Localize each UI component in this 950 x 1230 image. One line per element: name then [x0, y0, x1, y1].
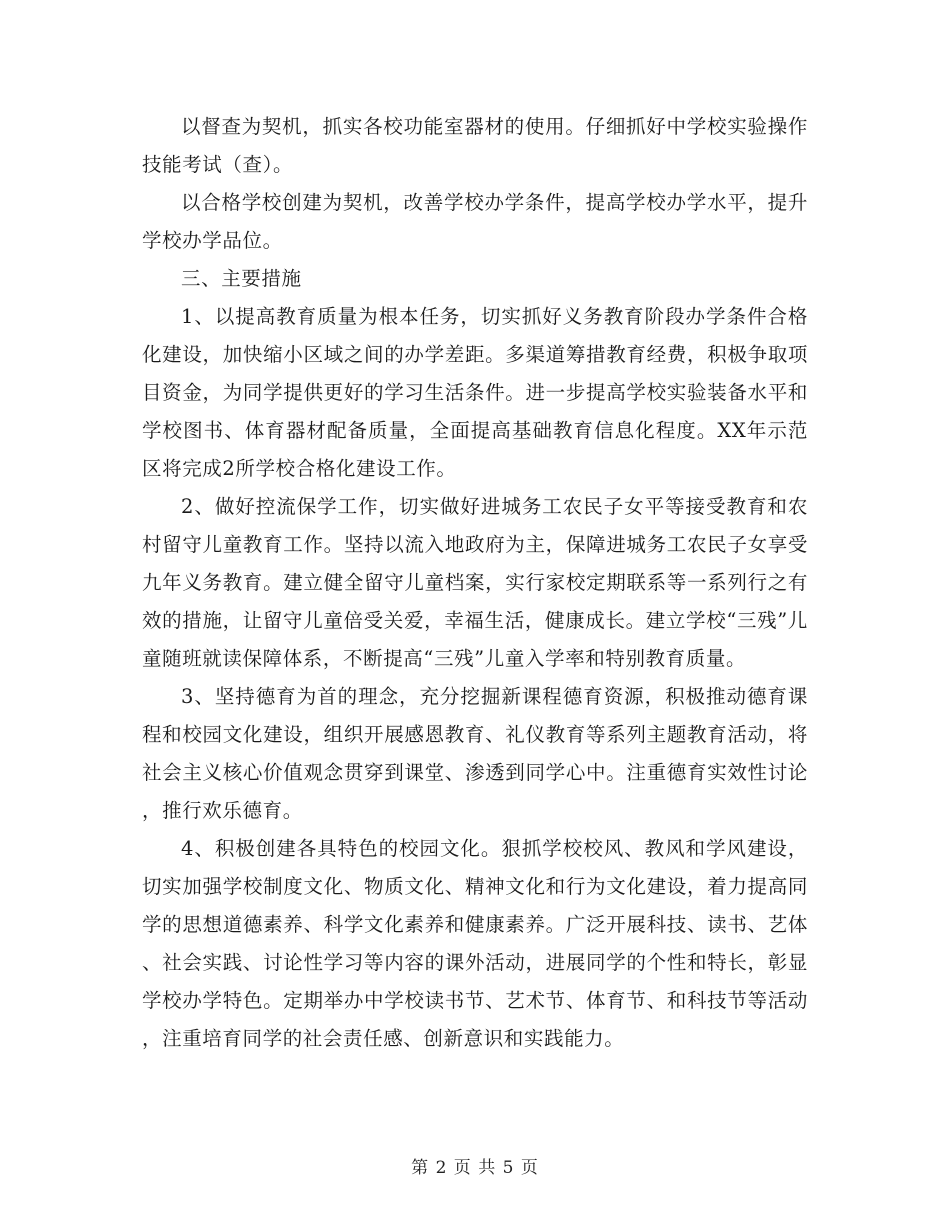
paragraph-measure-4: 4、积极创建各具特色的校园文化。狠抓学校校风、教风和学风建设，切实加强学校制度文化、物质文化、精神文化和行为文化建设，着力提高同学的思想道德素养、科学文化素养和健康素养。广泛开展科技、读书、艺体、社会实践、讨论性学习等内容的课外活动，进展同学的个性和特长，彰显学校办学特色。定期举办中学校读书节、艺术节、体育节、和科技节等活动，注重培育同学的社会责任感、创新意识和实践能力。 [142, 837, 808, 1050]
section-heading-main-measures: 三、主要措施 [181, 267, 302, 290]
paragraph-inspection: 以督查为契机，抓实各校功能室器材的使用。仔细抓好中学校实验操作技能考试（查）。 [142, 115, 808, 176]
paragraph-qualified-school: 以合格学校创建为契机，改善学校办学条件，提高学校办学水平，提升学校办学品位。 [142, 191, 808, 252]
paragraph-measure-1: 1、以提高教育质量为根本任务，切实抓好义务教育阶段办学条件合格化建设，加快缩小区域之间的办学差距。多渠道筹措教育经费，积极争取项目资金，为同学提供更好的学习生活条件。进一步提高学校实验装备水平和学校图书、体育器材配备质量，全面提高基础教育信息化程度。XX年示范区将完成2所学校合格化建设工作。 [142, 305, 808, 480]
paragraph-measure-3: 3、坚持德育为首的理念，充分挖掘新课程德育资源，积极推动德育课程和校园文化建设，组织开展感恩教育、礼仪教育等系列主题教育活动，将社会主义核心价值观念贯穿到课堂、渗透到同学心中。注重德育实效性讨论，推行欢乐德育。 [142, 685, 808, 822]
page-number-footer: 第 2 页 共 5 页 [411, 1158, 539, 1178]
paragraph-measure-2: 2、做好控流保学工作，切实做好进城务工农民子女平等接受教育和农村留守儿童教育工作。坚持以流入地政府为主，保障进城务工农民子女享受九年义务教育。建立健全留守儿童档案，实行家校定期联系等一系列行之有效的措施，让留守儿童倍受关爱，幸福生活，健康成长。建立学校“三残”儿童随班就读保障体系，不断提高“三残”儿童入学率和特别教育质量。 [142, 495, 808, 670]
document-body [142, 108, 808, 1058]
